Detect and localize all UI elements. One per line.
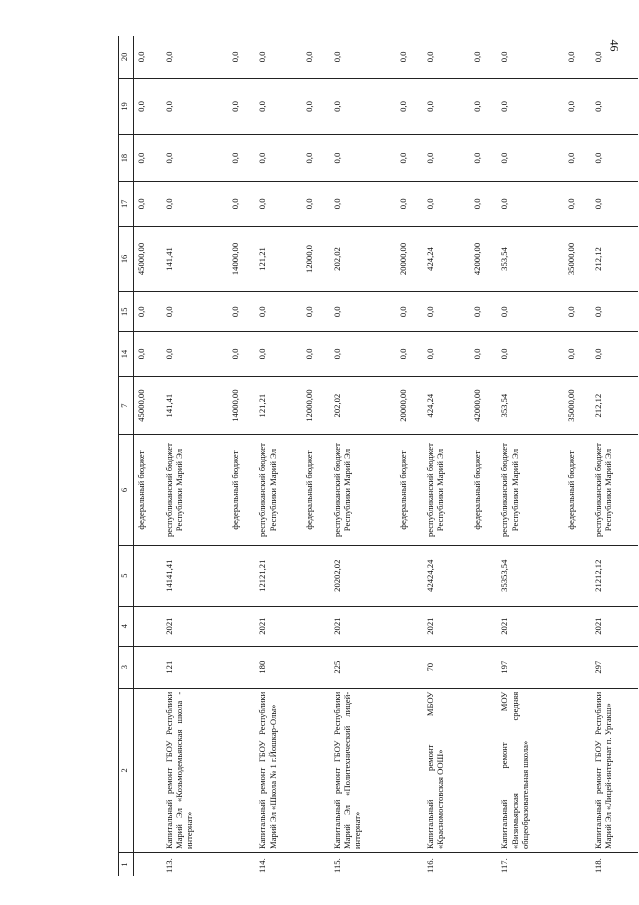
- table-cell: Капитальный ремонт ГБОУ Республики Марий Эл «Козьмодемьянская школа - интернат»: [162, 688, 228, 852]
- table-cell: [302, 688, 329, 852]
- table-cell: Капитальный ремонт МБОУ «Красномостовская ООШ»: [423, 688, 470, 852]
- table-cell: 0,0: [228, 135, 255, 182]
- column-header: 17: [119, 182, 134, 227]
- table-cell: 0,0: [162, 292, 228, 332]
- column-header: 6: [119, 435, 134, 545]
- table-cell: 116.: [425, 858, 436, 873]
- table-cell: Капитальный ремонт ГБОУ Республики Марий Эл «Лицей-интернат п. Ургакш»: [591, 688, 638, 852]
- table-cell: 0,0: [134, 135, 162, 182]
- table-cell: Капитальный ремонт МОУ «Визимьярская средняя общеобразовательная школа»: [497, 688, 563, 852]
- table-cell: [134, 545, 162, 606]
- table-body: [134, 36, 639, 876]
- table-cell: 0,0: [564, 36, 591, 78]
- table-cell: 20000,00: [396, 226, 423, 292]
- table-cell: 113.: [163, 858, 174, 873]
- page-number: 46: [607, 39, 622, 52]
- table-cell: [470, 646, 497, 688]
- table-cell: 0,0: [497, 36, 563, 78]
- table-cell: [564, 688, 591, 852]
- table-cell: 12000,00: [302, 376, 329, 435]
- table-cell: 121,21: [255, 226, 302, 292]
- table-row: [302, 36, 329, 876]
- table-cell: 0,0: [330, 182, 396, 227]
- table-cell: федеральный бюджет: [564, 435, 591, 545]
- table-cell: федеральный бюджет: [134, 435, 162, 545]
- table-cell: [396, 853, 423, 876]
- table-cell: 0,0: [228, 78, 255, 134]
- table-cell: 0,0: [302, 332, 329, 377]
- table-cell: 2021: [591, 606, 638, 646]
- table-cell: 0,0: [162, 182, 228, 227]
- table-cell: 115.: [331, 858, 342, 873]
- column-header: 20: [119, 36, 134, 78]
- table-cell: 0,0: [330, 135, 396, 182]
- table-cell: 0,0: [302, 36, 329, 78]
- table-cell: 0,0: [162, 36, 228, 78]
- table-cell: 35000,00: [564, 226, 591, 292]
- column-header: 15: [119, 292, 134, 332]
- table-cell: 0,0: [330, 36, 396, 78]
- table-cell: [302, 545, 329, 606]
- table-cell: республиканский бюджет Республики Марий Эл: [497, 435, 563, 545]
- table-cell: 0,0: [134, 78, 162, 134]
- table-cell: 0,0: [302, 182, 329, 227]
- column-header: 3: [119, 646, 134, 688]
- table-row: [396, 36, 423, 876]
- column-header: 4: [119, 606, 134, 646]
- table-cell: Капитальный ремонт ГБОУ Республики Марий Эл «Политехнический лицей-интернат»: [330, 688, 396, 852]
- column-header: 7: [119, 376, 134, 435]
- table-cell: 0,0: [396, 182, 423, 227]
- table-cell: республиканский бюджет Республики Марий Эл: [255, 435, 302, 545]
- table-cell: республиканский бюджет Республики Марий Эл: [162, 435, 228, 545]
- table-cell: 0,0: [134, 36, 162, 78]
- column-header: 5: [119, 545, 134, 606]
- table-cell: 118.: [593, 858, 604, 873]
- table-cell: 0,0: [423, 135, 470, 182]
- table-cell: 14000,00: [228, 376, 255, 435]
- table-cell: [564, 606, 591, 646]
- table-cell: 212,12: [591, 226, 638, 292]
- table-cell: 0,0: [162, 78, 228, 134]
- table-row: [228, 36, 255, 876]
- table-cell: 2021: [423, 606, 470, 646]
- table-cell: 0,0: [255, 78, 302, 134]
- table-cell: 114.: [257, 858, 268, 873]
- table-cell: 0,0: [162, 332, 228, 377]
- column-header: 19: [119, 78, 134, 134]
- table-cell: 0,0: [470, 36, 497, 78]
- table-cell: 21212,12: [591, 545, 638, 606]
- table-cell: [134, 688, 162, 852]
- table-cell: 14141,41: [162, 545, 228, 606]
- table-cell: 42000,00: [470, 376, 497, 435]
- table-cell: 0,0: [330, 292, 396, 332]
- table-row: [564, 36, 591, 876]
- table-cell: 0,0: [564, 292, 591, 332]
- table-cell: 202,02: [330, 226, 396, 292]
- table-cell: [396, 688, 423, 852]
- table-cell: [396, 545, 423, 606]
- table-cell: 0,0: [302, 135, 329, 182]
- table-cell: 0,0: [330, 78, 396, 134]
- table-cell: [470, 688, 497, 852]
- table-row: [330, 36, 396, 876]
- table-cell: 0,0: [396, 78, 423, 134]
- column-header: 1: [119, 853, 134, 876]
- table-cell: 353,54: [497, 376, 563, 435]
- table-cell: 70: [423, 646, 470, 688]
- table-cell: [564, 545, 591, 606]
- table-cell: 297: [591, 646, 638, 688]
- table-cell: 2021: [162, 606, 228, 646]
- table-cell: [470, 545, 497, 606]
- table-cell: федеральный бюджет: [302, 435, 329, 545]
- table-cell: [302, 606, 329, 646]
- table-cell: 0,0: [470, 332, 497, 377]
- table-cell: 2021: [497, 606, 563, 646]
- table-row: [470, 36, 497, 876]
- table-cell: 0,0: [564, 135, 591, 182]
- table-cell: республиканский бюджет Республики Марий Эл: [591, 435, 638, 545]
- table-cell: 35353,54: [497, 545, 563, 606]
- table-row: [134, 36, 162, 876]
- table-cell: 0,0: [162, 135, 228, 182]
- table-cell: республиканский бюджет Республики Марий Эл: [330, 435, 396, 545]
- table-cell: [564, 646, 591, 688]
- table-cell: 0,0: [497, 135, 563, 182]
- table-cell: 2021: [330, 606, 396, 646]
- table-cell: федеральный бюджет: [228, 435, 255, 545]
- table-cell: 0,0: [134, 332, 162, 377]
- table-cell: 20202,02: [330, 545, 396, 606]
- table-cell: федеральный бюджет: [470, 435, 497, 545]
- table-cell: [134, 853, 162, 876]
- table-cell: 35000,00: [564, 376, 591, 435]
- table-cell: республиканский бюджет Республики Марий Эл: [423, 435, 470, 545]
- table-cell: 0,0: [423, 182, 470, 227]
- table-cell: [228, 606, 255, 646]
- table-cell: 0,0: [255, 332, 302, 377]
- column-header: 2: [119, 688, 134, 852]
- table-cell: 121,21: [255, 376, 302, 435]
- table-cell: 0,0: [228, 36, 255, 78]
- table-cell: 0,0: [423, 292, 470, 332]
- table-cell: 202,02: [330, 376, 396, 435]
- table-cell: 0,0: [564, 332, 591, 377]
- table-cell: 0,0: [423, 36, 470, 78]
- table-cell: 45000,00: [134, 376, 162, 435]
- table-cell: 0,0: [470, 182, 497, 227]
- table-cell: 0,0: [396, 292, 423, 332]
- table-cell: 212,12: [591, 376, 638, 435]
- column-header: 14: [119, 332, 134, 377]
- table-cell: 0,0: [134, 182, 162, 227]
- table-cell: 0,0: [423, 78, 470, 134]
- table-cell: 14000,00: [228, 226, 255, 292]
- table-cell: [470, 853, 497, 876]
- table-cell: 0,0: [255, 182, 302, 227]
- table-cell: 42000,00: [470, 226, 497, 292]
- table-cell: 20000,00: [396, 376, 423, 435]
- table-cell: [228, 646, 255, 688]
- table-cell: 353,54: [497, 226, 563, 292]
- table-row: [591, 36, 638, 876]
- table-cell: [302, 853, 329, 876]
- table-cell: 0,0: [302, 292, 329, 332]
- table-cell: 141,41: [162, 376, 228, 435]
- table-cell: 0,0: [497, 78, 563, 134]
- table-cell: 225: [330, 646, 396, 688]
- table-cell: [134, 646, 162, 688]
- table-cell: [396, 646, 423, 688]
- table-cell: [396, 606, 423, 646]
- table-cell: 0,0: [564, 78, 591, 134]
- table-cell: 0,0: [591, 332, 638, 377]
- table-cell: 0,0: [470, 135, 497, 182]
- table-cell: 0,0: [591, 292, 638, 332]
- table-cell: 42424,24: [423, 545, 470, 606]
- table-cell: [470, 606, 497, 646]
- table-cell: 117.: [499, 858, 510, 873]
- table-cell: 0,0: [228, 332, 255, 377]
- table-cell: [564, 853, 591, 876]
- table-cell: 180: [255, 646, 302, 688]
- table-cell: 0,0: [591, 78, 638, 134]
- table-cell: 141,41: [162, 226, 228, 292]
- table-cell: 12121,21: [255, 545, 302, 606]
- table-cell: 2021: [255, 606, 302, 646]
- table-cell: [302, 646, 329, 688]
- table-cell: 0,0: [255, 292, 302, 332]
- column-header: 16: [119, 226, 134, 292]
- table-cell: 0,0: [255, 135, 302, 182]
- table-cell: 197: [497, 646, 563, 688]
- table-row: [423, 36, 470, 876]
- table-cell: 0,0: [497, 292, 563, 332]
- table-cell: 0,0: [396, 332, 423, 377]
- table-cell: 0,0: [302, 78, 329, 134]
- table-cell: 0,0: [423, 332, 470, 377]
- table-cell: [228, 545, 255, 606]
- table-row: [255, 36, 302, 876]
- table-cell: 0,0: [591, 36, 638, 78]
- table-cell: 0,0: [591, 135, 638, 182]
- table-cell: 121: [162, 646, 228, 688]
- table-cell: 0,0: [470, 78, 497, 134]
- rotated-table-page: [118, 36, 638, 876]
- table-cell: [134, 606, 162, 646]
- table-row: [162, 36, 228, 876]
- table-cell: 0,0: [228, 292, 255, 332]
- table-cell: 0,0: [255, 36, 302, 78]
- table-cell: 424,24: [423, 376, 470, 435]
- table-cell: 0,0: [134, 292, 162, 332]
- column-header: 18: [119, 135, 134, 182]
- table-cell: 0,0: [564, 182, 591, 227]
- table-cell: 0,0: [396, 135, 423, 182]
- table-cell: [228, 853, 255, 876]
- table-cell: 0,0: [591, 182, 638, 227]
- table-cell: 0,0: [497, 182, 563, 227]
- table-cell: 12000,0: [302, 226, 329, 292]
- table-cell: 0,0: [396, 36, 423, 78]
- table-cell: федеральный бюджет: [396, 435, 423, 545]
- table-header-row: [119, 36, 134, 876]
- table-cell: [228, 688, 255, 852]
- table-cell: 0,0: [470, 292, 497, 332]
- table-row: [497, 36, 563, 876]
- table-cell: 424,24: [423, 226, 470, 292]
- table-cell: 0,0: [228, 182, 255, 227]
- table-cell: 0,0: [330, 332, 396, 377]
- program-table: [118, 36, 638, 876]
- table-cell: 45000,00: [134, 226, 162, 292]
- table-cell: Капитальный ремонт ГБОУ Республики Марий Эл «Школа № 1 г.Йошкар-Олы»: [255, 688, 302, 852]
- table-cell: 0,0: [497, 332, 563, 377]
